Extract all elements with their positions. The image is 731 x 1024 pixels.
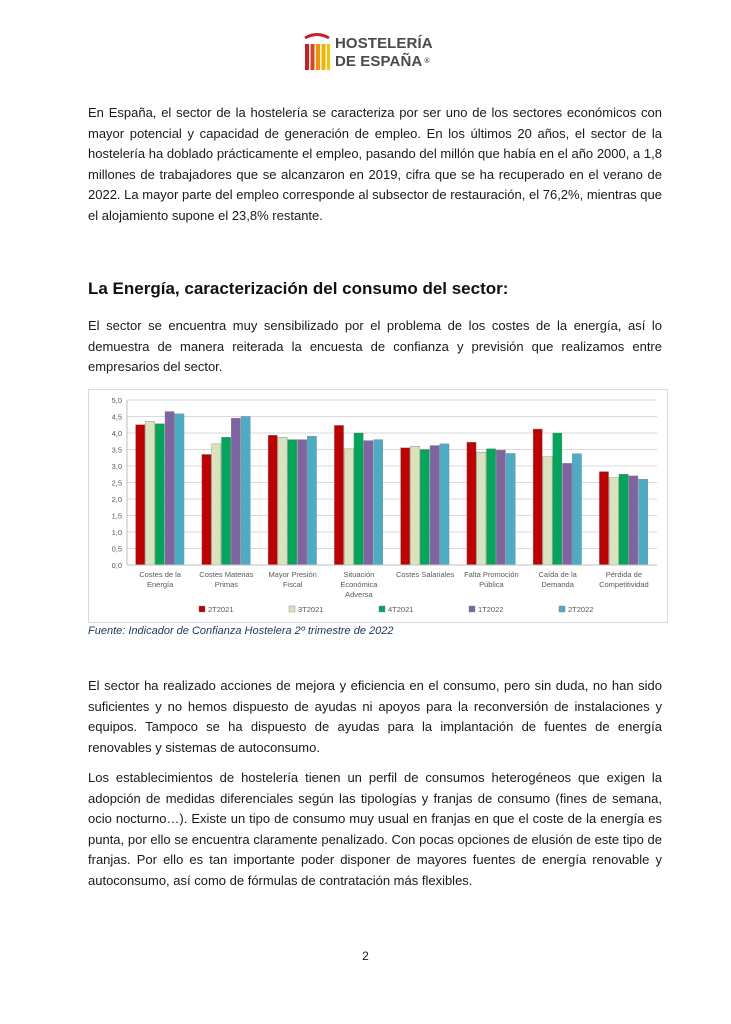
bar-2T2022 bbox=[572, 454, 581, 565]
y-tick-label: 2,0 bbox=[111, 495, 122, 504]
legend-swatch bbox=[199, 606, 205, 612]
category-label: Situación bbox=[343, 570, 375, 579]
bar-2T2022 bbox=[307, 436, 316, 565]
category-label: Primas bbox=[214, 580, 239, 589]
category-label: Energía bbox=[146, 580, 174, 589]
bar-2T2022 bbox=[175, 414, 184, 565]
legend-swatch bbox=[379, 606, 385, 612]
bar-1T2022 bbox=[496, 450, 505, 565]
chart-source: Fuente: Indicador de Confianza Hostelera 2º trimestre de 2022 bbox=[88, 625, 394, 637]
bar-3T2021 bbox=[278, 437, 287, 565]
bar-1T2022 bbox=[629, 476, 638, 565]
y-tick-label: 3,0 bbox=[111, 462, 122, 471]
bar-1T2022 bbox=[231, 418, 240, 565]
bar-1T2022 bbox=[298, 440, 307, 565]
bar-3T2021 bbox=[145, 421, 154, 565]
intro-paragraph: En España, el sector de la hostelería se caracteriza por ser uno de los sectores económicos con mayor potencial y capacidad de generación de empleo. En los últimos 20 años, el sector de la hostelería ha doblado prácticamente el empleo, pasando del millón que había en el año 2000, a 1,8 millones de trabajadores que se alcanzaron en 2019, cifra que se ha recuperado en el verano de 2022. La mayor parte del empleo corresponde al subsector de restauración, el 76,2%, mientras que el alojamiento supone el 23,8% restante. bbox=[88, 105, 662, 223]
bar-4T2021 bbox=[288, 440, 297, 565]
y-tick-label: 5,0 bbox=[111, 396, 122, 405]
page-number: 2 bbox=[362, 949, 369, 963]
bar-3T2021 bbox=[410, 446, 419, 565]
y-tick-label: 3,5 bbox=[111, 445, 122, 455]
bar-2T2021 bbox=[533, 429, 542, 565]
bar-2T2021 bbox=[202, 454, 211, 565]
legend-label: 4T2021 bbox=[388, 605, 414, 614]
bar-4T2021 bbox=[354, 433, 363, 565]
bar-1T2022 bbox=[563, 463, 572, 565]
y-tick-label: 0,5 bbox=[111, 544, 122, 554]
confidence-chart bbox=[88, 389, 668, 623]
bar-3T2021 bbox=[609, 478, 618, 565]
bar-2T2022 bbox=[241, 417, 250, 566]
bar-2T2022 bbox=[639, 479, 648, 565]
bar-2T2021 bbox=[467, 442, 476, 565]
legend-label: 2T2021 bbox=[208, 605, 234, 614]
hosteleria-logo bbox=[304, 30, 454, 74]
logo-line-1: HOSTELERÍA bbox=[335, 35, 433, 52]
bar-3T2021 bbox=[212, 444, 221, 565]
category-label: Falta Promoción bbox=[464, 570, 519, 579]
category-label: Mayor Presión bbox=[268, 570, 317, 579]
bar-2T2021 bbox=[334, 425, 343, 565]
bar-1T2022 bbox=[364, 441, 373, 565]
category-label: Económica bbox=[340, 580, 378, 589]
category-label: Pérdida de bbox=[605, 570, 643, 579]
consumption-paragraph: Los establecimientos de hostelería tienen un perfil de consumos heterogéneos que exigen la adopción de medidas diferenciales según las tipologías y franjas de consumo (fines de semana, ocio nocturno…). Existe un tipo de consumo muy usual en franjas en que el coste de la energía es punta, por ello se encuentra claramente penalizado. Con pocas opciones de elusión de este tipo de franjas. Por ello es tan importante poder disponer de mayores fuentes de energía renovable y autoconsumo, así como de fórmulas de contratación más flexibles. bbox=[88, 770, 662, 888]
legend-label: 3T2021 bbox=[298, 605, 324, 614]
bar-2T2022 bbox=[374, 440, 383, 565]
legend-label: 1T2022 bbox=[478, 605, 504, 614]
bar-2T2022 bbox=[506, 453, 515, 565]
bar-2T2021 bbox=[136, 425, 145, 565]
category-label: Costes Materias bbox=[199, 570, 254, 579]
bar-4T2021 bbox=[486, 449, 495, 565]
bar-3T2021 bbox=[344, 449, 353, 565]
category-label: Demanda bbox=[541, 580, 574, 589]
category-label: Costes de la bbox=[139, 570, 181, 579]
bar-2T2021 bbox=[268, 435, 277, 565]
efficiency-paragraph: El sector ha realizado acciones de mejora y eficiencia en el consumo, pero sin duda, no han sido suficientes y no hemos dispuesto de ayudas ni apoyos para la reconversión de instalaciones y equipos. Tampoco se ha dispuesto de ayudas para la implantación de fuentes de energía renovables y sistemas de autoconsumo. bbox=[88, 678, 662, 755]
legend-swatch bbox=[559, 606, 565, 612]
bar-4T2021 bbox=[553, 433, 562, 565]
bar-chart-svg bbox=[89, 390, 667, 622]
y-tick-label: 1,0 bbox=[111, 528, 122, 537]
bar-1T2022 bbox=[430, 446, 439, 565]
legend-swatch bbox=[469, 606, 475, 612]
legend-swatch bbox=[289, 606, 295, 612]
bar-4T2021 bbox=[420, 450, 429, 566]
legend-label: 2T2022 bbox=[568, 605, 594, 614]
category-label: Costes Salariales bbox=[395, 570, 455, 579]
y-tick-label: 4,5 bbox=[111, 412, 122, 422]
bar-3T2021 bbox=[477, 452, 486, 565]
bar-2T2022 bbox=[440, 444, 449, 565]
bar-2T2021 bbox=[599, 472, 608, 565]
y-tick-label: 4,0 bbox=[111, 429, 122, 438]
logo-line-2-text: DE ESPAÑA bbox=[335, 53, 423, 70]
y-tick-label: 1,5 bbox=[111, 511, 122, 521]
category-label: Pública bbox=[479, 580, 504, 589]
energy-paragraph: El sector se encuentra muy sensibilizado por el problema de los costes de la energía, así lo demuestra de manera reiterada la encuesta de confianza y previsión que realizamos entre empresarios del sector. bbox=[88, 318, 662, 375]
bar-4T2021 bbox=[221, 437, 230, 565]
category-label: Adversa bbox=[345, 590, 373, 599]
bar-1T2022 bbox=[165, 412, 174, 565]
category-label: Caída de la bbox=[538, 570, 577, 579]
logo-registered-mark: ® bbox=[424, 58, 430, 65]
logo-mark-icon bbox=[304, 32, 330, 70]
y-tick-label: 2,5 bbox=[111, 478, 122, 488]
bar-3T2021 bbox=[543, 457, 552, 565]
bar-4T2021 bbox=[619, 474, 628, 565]
logo-line-2 bbox=[335, 53, 430, 70]
category-label: Fiscal bbox=[282, 580, 303, 589]
y-tick-label: 0,0 bbox=[111, 561, 122, 570]
bar-2T2021 bbox=[401, 448, 410, 565]
category-label: Competitividad bbox=[599, 580, 649, 589]
section-heading: La Energía, caracterización del consumo del sector: bbox=[88, 279, 509, 298]
bar-4T2021 bbox=[155, 424, 164, 565]
